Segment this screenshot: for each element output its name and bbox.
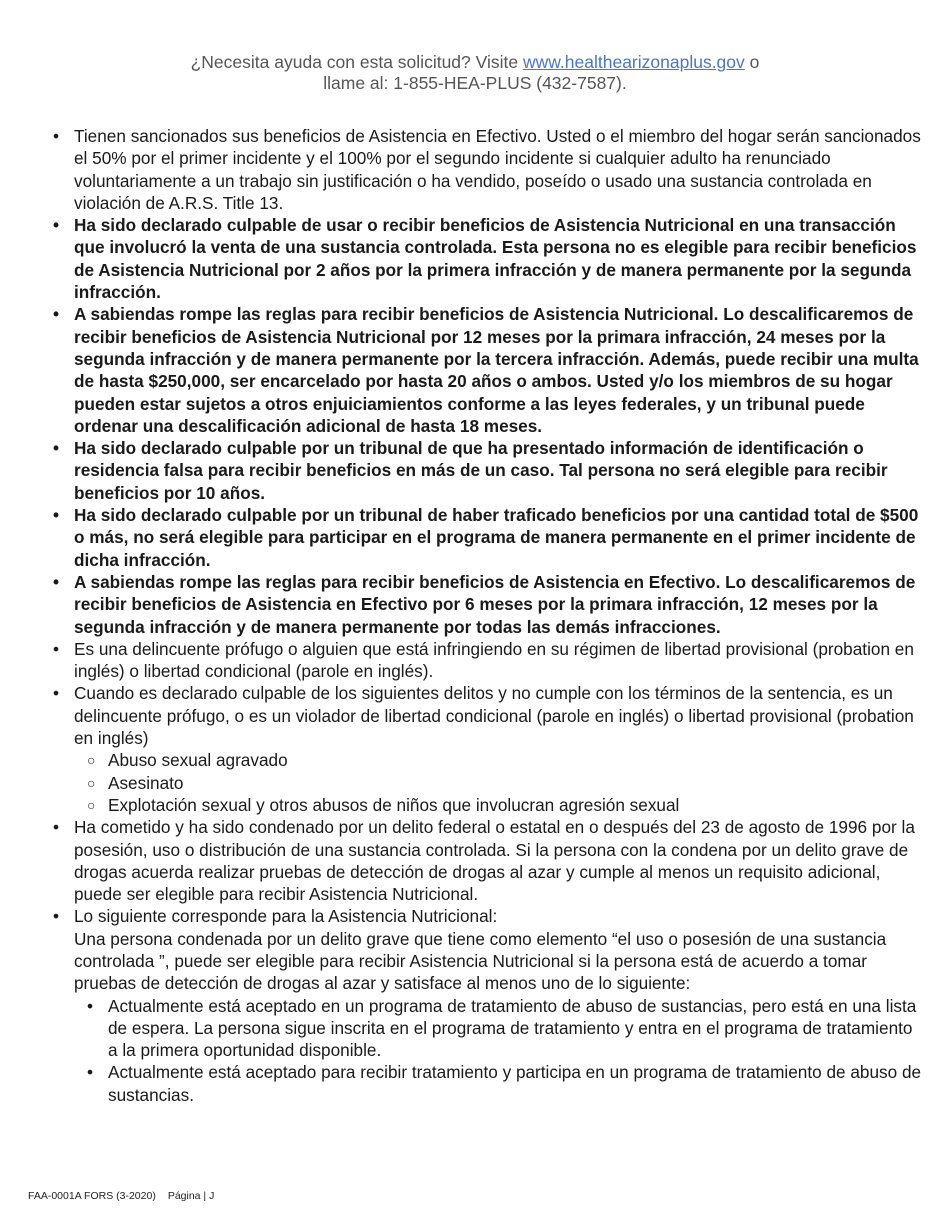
bullet-icon: • — [53, 683, 60, 704]
bullet-icon: • — [87, 995, 94, 1016]
eligibility-list — [53, 125, 925, 1106]
page-number: Página | J — [167, 1190, 215, 1202]
website-link[interactable]: www.healthearizonaplus.gov — [522, 52, 745, 72]
list-item: • Tienen sancionados sus beneficios de Asistencia en Efectivo. Usted o el miembro del hogar serán sancionados el 50% por el primer incidente y el 100% por el segundo incidente si cualquier adulto ha renunciado voluntariamente a un trabajo sin justificación o ha vendido, poseído o usado una sustancia controlada en violación de A.R.S. Title 13. — [53, 126, 921, 213]
condition-item: • Actualmente está aceptado para recibir tratamiento y participa en un programa de tratamiento de abuso de sustancias. — [87, 1062, 922, 1105]
nutrition-paragraph: Una persona condenada por un delito grave que tiene como elemento “el uso o posesión de una sustancia controlada ”, puede ser elegible para recibir Asistencia Nutricional si la persona está de acuerdo a tomar pruebas de detección de drogas al azar y satisface al menos uno de lo siguiente: — [74, 928, 887, 994]
crime-item: ○ Abuso sexual agravado — [87, 750, 288, 771]
help-line-2: llame al: 1-855-HEA-PLUS (432-7587). — [323, 73, 627, 93]
list-item: • Ha cometido y ha sido condenado por un delito federal o estatal en o después del 23 de agosto de 1996 por la posesión, uso o distribución de una sustancia controlada. Si la persona con la condena por un delito grave de drogas acuerda realizar pruebas de detección de drogas al azar y cumple al menos un requisito adicional, puede ser elegible para recibir Asistencia Nutricional. — [53, 817, 915, 905]
bullet-icon: • — [53, 817, 60, 838]
bullet-icon: • — [53, 571, 60, 592]
list-item: • A sabiendas rompe las reglas para recibir beneficios de Asistencia en Efectivo. Lo descalificaremos de recibir beneficios de Asistencia en Efectivo por 6 meses por la primara infracción, 12 meses por la segunda infracción y de manera permanente por todas las demás infracciones. — [53, 571, 916, 637]
crime-item: ○ Explotación sexual y otros abusos de niños que involucran agresión sexual — [87, 794, 680, 815]
bullet-icon: • — [53, 906, 60, 927]
circle-bullet-icon: ○ — [87, 752, 96, 769]
list-item: • Lo siguiente corresponde para la Asistencia Nutricional: Una persona condenada por un delito grave que tiene como elemento “el uso o posesión de una sustancia controlada ”, puede ser elegible para recibir Asistencia Nutricional si la persona está de acuerdo a tomar pruebas de detección de drogas al azar y satisface al menos uno de lo siguiente: — [53, 906, 887, 994]
form-id: FAA-0001A FORS (3-2020) — [28, 1190, 156, 1202]
bullet-icon: • — [53, 304, 60, 325]
crime-item: ○ Asesinato — [87, 772, 184, 793]
help-line-1: ¿Necesita ayuda con esta solicitud? Visite www.healthearizonaplus.gov o — [190, 52, 760, 72]
circle-bullet-icon: ○ — [87, 774, 96, 791]
page-footer — [28, 1190, 214, 1202]
bullet-icon: • — [53, 438, 60, 459]
list-item: • A sabiendas rompe las reglas para recibir beneficios de Asistencia Nutricional. Lo descalificaremos de recibir beneficios de Asistencia Nutricional por 12 meses por la primara infracción, 24 meses por la segunda infracción y de manera permanente por la tercera infracción. Además, puede recibir una multa de hasta $250,000, ser encarcelado por hasta 20 años o ambos. Usted y/o los miembros de su hogar pueden estar sujetos a otros enjuiciamientos conforme a las leyes federales, y un tribunal puede ordenar una descalificación adicional de hasta 18 meses. — [53, 304, 919, 436]
list-item: • Cuando es declarado culpable de los siguientes delitos y no cumple con los términos de la sentencia, es un delincuente prófugo, o es un violador de libertad condicional (parole en inglés) o libertad provisional (probation en inglés) — [53, 683, 914, 749]
list-item: • Ha sido declarado culpable por un tribunal de haber traficado beneficios por una cantidad total de $500 o más, no será elegible para participar en el programa de manera permanente en el primer incidente de dicha infracción. — [53, 505, 919, 570]
bullet-icon: • — [53, 638, 60, 659]
list-item: • Ha sido declarado culpable de usar o recibir beneficios de Asistencia Nutricional en una transacción que involucró la venta de una sustancia controlada. Esta persona no es elegible para recibir beneficios de Asistencia Nutricional por 2 años por la primera infracción y de manera permanente por la segunda infracción. — [53, 215, 917, 303]
list-item: • Es una delincuente prófugo o alguien que está infringiendo en su régimen de libertad provisional (probation en inglés) o libertad condicional (parole en inglés). — [53, 638, 914, 682]
help-header — [0, 52, 950, 94]
bullet-icon: • — [53, 215, 60, 236]
list-item: • Ha sido declarado culpable por un tribunal de que ha presentado información de identificación o residencia falsa para recibir beneficios en más de un caso. Tal persona no será elegible para recibir beneficios por 10 años. — [53, 438, 888, 503]
circle-bullet-icon: ○ — [87, 796, 96, 813]
bullet-icon: • — [87, 1062, 94, 1083]
condition-item: • Actualmente está aceptado en un programa de tratamiento de abuso de sustancias, pero está en una lista de espera. La persona sigue inscrita en el programa de tratamiento y entra en el programa de tratamiento a la primera oportunidad disponible. — [87, 995, 917, 1061]
bullet-icon: • — [53, 126, 60, 146]
bullet-icon: • — [53, 505, 60, 526]
